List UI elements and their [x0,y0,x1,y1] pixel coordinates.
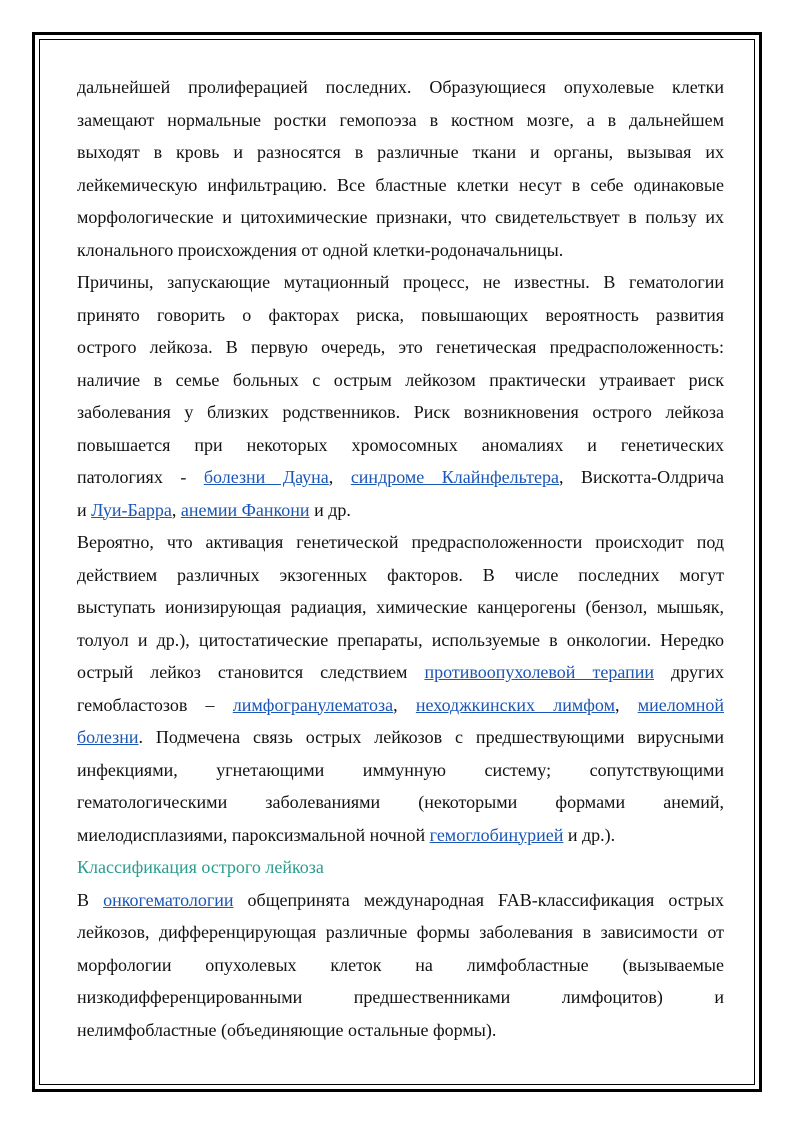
text-line [77,884,724,917]
text-run: повышается при некоторых хромосомных аномалиях и генетических [77,434,724,455]
text-run: гематологическими заболеваниями (некоторыми формами анемий, [77,792,724,812]
text-run: Вероятно, что активация генетической предрасположенности происходит под [77,532,724,552]
document-body [77,71,724,1046]
text-line [77,721,724,754]
text-run: и др. [309,499,351,520]
text-link[interactable]: лимфогранулематоза [232,694,394,715]
text-run: других [654,662,724,682]
text-run: низкодифференцированными предшественниками лимфоцитов) и [77,987,724,1007]
text-link[interactable]: Луи-Барра [91,499,172,520]
text-run: наличие в семье больных с острым лейкозом практически утраивает риск [77,369,724,390]
text-run: гемобластозов – [77,694,233,715]
text-run: и др.). [563,824,616,845]
text-run: острый лейкоз становится следствием [77,662,425,682]
text-line [77,916,724,949]
text-line [77,656,724,689]
text-link[interactable]: болезни Дауна [203,467,329,487]
text-run: , Вискотта-Олдрича [559,467,724,487]
text-run: выступать ионизирующая радиация, химические канцерогены (бензол, мышьяк, [77,597,724,617]
text-run: принято говорить о факторах риска, повышающих вероятность развития [77,304,724,325]
text-line [77,1014,724,1047]
text-line [77,299,724,332]
text-run: , [614,694,638,715]
text-run: патологиях - [77,467,204,487]
text-line [77,234,724,267]
text-line [77,266,724,299]
text-line [77,591,724,624]
text-run: лейкемическую инфильтрацию. Все бластные клетки несут в себе одинаковые [77,174,724,195]
text-line [77,169,724,202]
text-line [77,461,724,494]
text-line [77,526,724,559]
text-run: , [171,499,181,520]
text-run: толуол и др.), цитостатические препараты, используемые в онкологии. Нередко [77,629,724,650]
text-link[interactable]: неходжкинских лимфом [415,694,615,715]
text-line [77,494,724,527]
text-link[interactable]: гемоглобинурией [429,824,564,845]
text-run: нелимфобластные (объединяющие остальные формы). [77,1019,497,1040]
text-line [77,624,724,657]
text-run: замещают нормальные ростки гемопоэза в костном мозге, а в дальнейшем [77,109,724,130]
text-run: В [77,889,104,910]
text-run: . Подмечена связь острых лейкозов с предшествующими вирусными [138,727,724,747]
text-line [77,559,724,592]
text-line [77,364,724,397]
text-run: Классификация острого лейкоза [77,857,324,877]
text-run: инфекциями, угнетающими иммунную систему; сопутствующими [77,759,724,780]
text-line [77,754,724,787]
text-run: острого лейкоза. В первую очередь, это генетическая предрасположенность: [77,337,724,357]
text-run: миелодисплазиями, пароксизмальной ночной [77,824,430,845]
text-run: морфологии опухолевых клеток на лимфобластные (вызываемые [77,954,724,975]
text-run: клонального происхождения от одной клетки-родоначальницы. [77,239,564,260]
text-run: лейкозов, дифференцирующая различные формы заболевания в зависимости от [77,922,724,942]
text-run: Причины, запускающие мутационный процесс, не известны. В гематологии [77,272,724,292]
text-line [77,104,724,137]
text-link[interactable]: миеломной [637,694,724,715]
text-run: заболевания у близких родственников. Риск возникновения острого лейкоза [77,402,724,422]
text-run: , [328,467,351,487]
text-link[interactable]: синдроме Клайнфельтера [350,467,560,487]
text-link[interactable]: анемии Фанкони [180,499,310,520]
text-run: морфологические и цитохимические признаки, что свидетельствует в пользу их [77,207,724,227]
text-line [77,429,724,462]
text-line [77,201,724,234]
text-line [77,331,724,364]
text-line [77,981,724,1014]
text-run: выходят в кровь и разносятся в различные ткани и органы, вызывая их [77,142,724,162]
text-line [77,689,724,722]
text-link[interactable]: болезни [77,727,139,747]
text-run: действием различных экзогенных факторов. В числе последних могут [77,564,724,585]
text-run: , [393,694,416,715]
text-run: общепринята международная FAB-классификация острых [233,889,724,910]
text-run: и [77,499,92,520]
text-line [77,136,724,169]
text-run: дальнейшей пролиферацией последних. Образующиеся опухолевые клетки [77,77,724,97]
text-link[interactable]: противоопухолевой терапии [424,662,654,682]
section-heading [77,851,724,884]
text-link[interactable]: онкогематологии [103,889,234,910]
text-line [77,949,724,982]
text-line [77,71,724,104]
text-line [77,396,724,429]
text-line [77,819,724,852]
text-line [77,786,724,819]
